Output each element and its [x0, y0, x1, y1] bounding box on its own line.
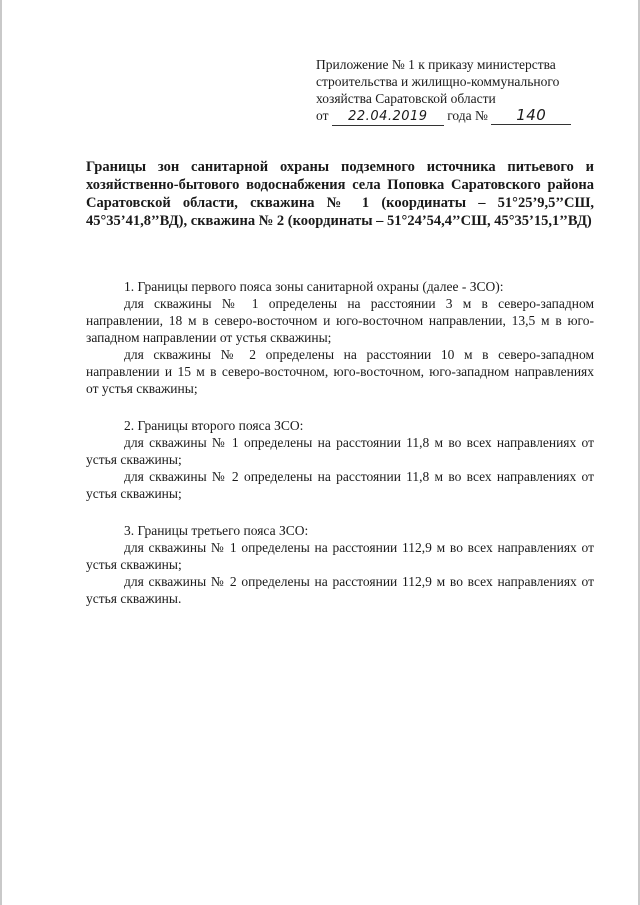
year-number-label: года № — [447, 108, 488, 123]
appendix-line-2: строительства и жилищно-коммунального — [316, 74, 560, 89]
document-title: Границы зон санитарной охраны подземного источника питьевого и хозяйственно-бытового водоснабжения села Поповка Саратовского района Саратовской области, скважина № 1 (координаты – 51°25’9,5’’СШ, 45°35’41,8’’ВД), скважина № 2 (координаты – 51°24’54,4’’СШ, 45°35’15,1’’ВД) — [86, 159, 594, 229]
from-label: от — [316, 108, 329, 123]
order-date-number-line — [316, 107, 616, 126]
section-paragraph: для скважины № 2 определены на расстоянии 112,9 м во всех направлениях от устья скважины. — [86, 574, 594, 606]
section-paragraph: для скважины № 1 определены на расстоянии 11,8 м во всех направлениях от устья скважины; — [86, 435, 594, 467]
handwritten-order-number: 140 — [491, 107, 571, 125]
section-paragraph: для скважины № 2 определены на расстоянии 11,8 м во всех направлениях от устья скважины; — [86, 469, 594, 501]
section-heading: 2. Границы второго пояса ЗСО: — [124, 418, 304, 433]
section-paragraph: для скважины № 1 определены на расстоянии 3 м в северо-западном направлении, 18 м в северо-восточном и юго-восточном направлении, 13,5 м в юго-западном направлении от устья скважины; — [86, 296, 594, 345]
document-body — [86, 278, 594, 627]
appendix-line-1: Приложение № 1 к приказу министерства — [316, 57, 556, 72]
section-paragraph: для скважины № 1 определены на расстоянии 112,9 м во всех направлениях от устья скважины; — [86, 540, 594, 572]
section-heading: 3. Границы третьего пояса ЗСО: — [124, 523, 309, 538]
handwritten-date: 22.04.2019 — [332, 108, 444, 126]
section-paragraph: для скважины № 2 определены на расстоянии 10 м в северо-западном направлении и 15 м в северо-восточном, юго-восточном, юго-западном направлениях от устья скважины; — [86, 347, 594, 396]
section-first-belt — [86, 278, 594, 397]
section-heading: 1. Границы первого пояса зоны санитарной охраны (далее - ЗСО): — [124, 279, 504, 294]
scan-edge-left — [0, 0, 2, 905]
appendix-line-3: хозяйства Саратовской области — [316, 91, 496, 106]
appendix-header — [316, 56, 616, 126]
section-second-belt — [86, 417, 594, 502]
section-third-belt — [86, 522, 594, 607]
